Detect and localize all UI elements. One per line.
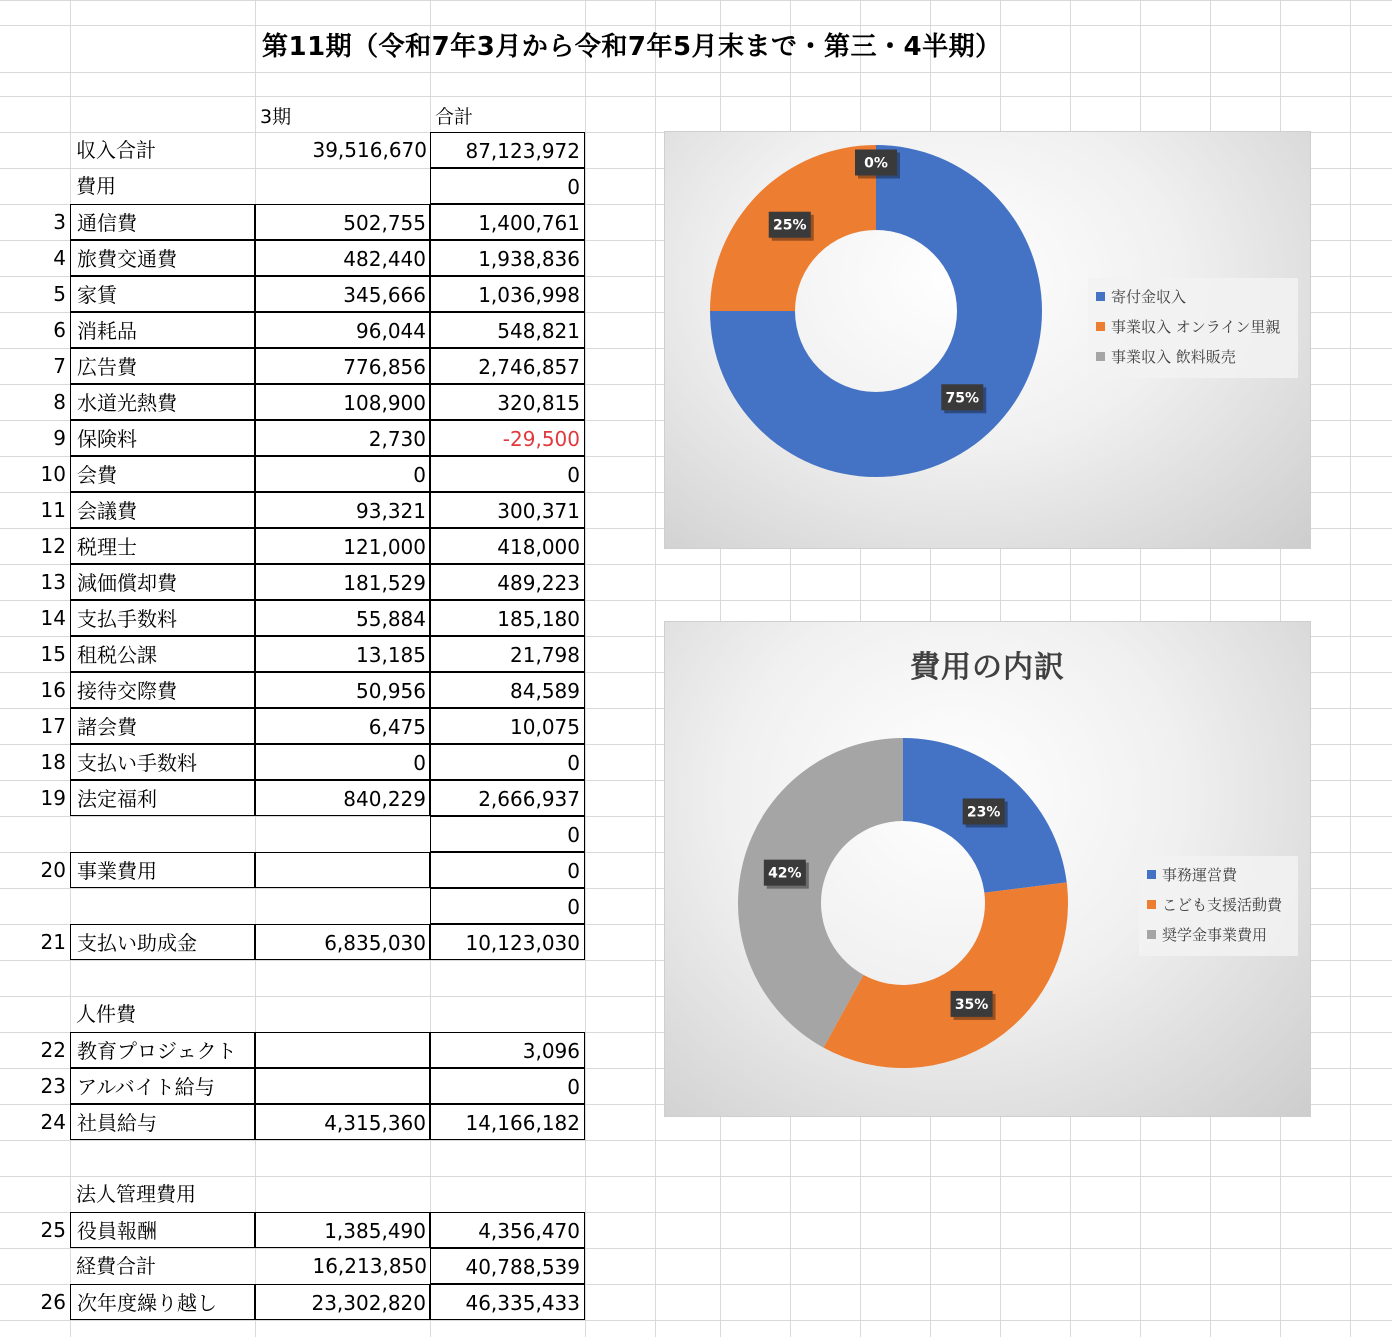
table-row	[0, 1104, 600, 1140]
period-value-cell[interactable]: 50,956	[255, 672, 430, 708]
expense-donut-chart[interactable]	[665, 622, 1310, 1116]
total-value-cell[interactable]: 0	[430, 816, 585, 852]
row-label[interactable]	[70, 960, 255, 996]
total-value-cell[interactable]: 320,815	[430, 384, 585, 420]
table-row	[0, 672, 600, 708]
svg-text:23%: 23%	[966, 804, 1001, 821]
table-row	[0, 816, 600, 852]
total-value-cell[interactable]: 185,180	[430, 600, 585, 636]
table-row	[0, 312, 600, 348]
table-row	[0, 348, 600, 384]
legend-item[interactable]	[1096, 282, 1290, 312]
legend-item[interactable]	[1147, 860, 1290, 890]
total-value-cell[interactable]: 40,788,539	[430, 1248, 585, 1284]
data-label	[769, 212, 814, 241]
row-label[interactable]: 税理士	[70, 528, 255, 564]
data-label	[963, 798, 1008, 827]
row-number[interactable]: 6	[53, 318, 66, 342]
row-number[interactable]: 5	[53, 282, 66, 306]
table-row	[0, 1248, 600, 1284]
row-number[interactable]	[0, 1248, 66, 1284]
table-row	[0, 852, 600, 888]
table-row	[0, 1284, 600, 1320]
legend-item[interactable]	[1096, 312, 1290, 342]
legend-item[interactable]	[1147, 920, 1290, 950]
row-number[interactable]	[0, 132, 66, 168]
period-value-cell[interactable]: 121,000	[255, 528, 430, 564]
period-value-cell[interactable]	[255, 852, 430, 888]
sheet-title: 第11期（令和7年3月から令和7年5月末まで・第三・4半期）	[262, 32, 1002, 62]
table-row	[0, 924, 600, 960]
period-value-cell[interactable]: 0	[255, 456, 430, 492]
row-label[interactable]: 法定福利	[70, 780, 255, 816]
total-value-cell[interactable]	[430, 996, 585, 1032]
period-value-cell[interactable]: 482,440	[255, 240, 430, 276]
total-value-cell[interactable]: 3,096	[430, 1032, 585, 1068]
row-label[interactable]: 広告費	[70, 348, 255, 384]
column-header-total: 合計	[435, 106, 474, 128]
table-row	[0, 636, 600, 672]
total-value-cell[interactable]: 2,666,937	[430, 780, 585, 816]
period-value-cell[interactable]: 2,730	[255, 420, 430, 456]
row-label[interactable]: 会議費	[70, 492, 255, 528]
row-label[interactable]	[70, 816, 255, 852]
total-value-cell[interactable]: 0	[430, 1068, 585, 1104]
period-value-cell[interactable]	[255, 1032, 430, 1068]
data-label	[764, 860, 809, 889]
chart-title: 費用の内訳	[910, 650, 1065, 685]
row-label[interactable]: アルバイト給与	[70, 1068, 255, 1104]
row-label[interactable]: 事業費用	[70, 852, 255, 888]
income-donut-chart[interactable]	[665, 132, 1310, 548]
row-label[interactable]: 次年度繰り越し	[70, 1284, 255, 1320]
row-label[interactable]: 支払手数料	[70, 600, 255, 636]
table-row	[0, 1032, 600, 1068]
row-number[interactable]: 14	[40, 606, 66, 630]
table-row	[0, 708, 600, 744]
row-number[interactable]: 8	[53, 390, 66, 414]
table-row	[0, 384, 600, 420]
row-label[interactable]: 通信費	[70, 204, 255, 240]
period-value-cell[interactable]	[255, 816, 430, 852]
legend-label: こども支援活動費	[1162, 896, 1283, 914]
total-value-cell[interactable]	[430, 1140, 585, 1176]
period-value-cell[interactable]: 4,315,360	[255, 1104, 430, 1140]
row-label[interactable]: 費用	[76, 174, 116, 198]
row-label[interactable]: 役員報酬	[70, 1212, 255, 1248]
total-value-cell[interactable]: 489,223	[430, 564, 585, 600]
row-label[interactable]	[70, 888, 255, 924]
svg-text:25%: 25%	[772, 217, 807, 234]
row-label[interactable]: 会費	[70, 456, 255, 492]
table-row	[0, 420, 600, 456]
table-row	[0, 168, 600, 204]
period-value-cell[interactable]: 23,302,820	[255, 1284, 430, 1320]
row-number[interactable]: 15	[40, 642, 66, 666]
legend-swatch-icon	[1096, 322, 1105, 331]
legend-label: 事務運営費	[1162, 866, 1238, 884]
total-value-cell[interactable]: 1,938,836	[430, 240, 585, 276]
period-value-cell[interactable]	[255, 1176, 430, 1212]
period-value-cell[interactable]: 345,666	[255, 276, 430, 312]
period-value-cell[interactable]: 0	[255, 744, 430, 780]
row-number[interactable]	[0, 996, 66, 1032]
period-value-cell[interactable]	[255, 1068, 430, 1104]
row-number[interactable]: 7	[53, 354, 66, 378]
row-number[interactable]: 22	[40, 1038, 66, 1062]
period-value-cell[interactable]: 39,516,670	[312, 138, 427, 162]
data-label	[941, 384, 986, 413]
row-number[interactable]	[0, 1140, 66, 1176]
total-value-cell[interactable]: 1,036,998	[430, 276, 585, 312]
period-value-cell[interactable]: 55,884	[255, 600, 430, 636]
row-label[interactable]: 保険料	[70, 420, 255, 456]
row-label[interactable]: 社員給与	[70, 1104, 255, 1140]
row-number[interactable]	[0, 816, 66, 852]
row-number[interactable]: 13	[40, 570, 66, 594]
total-value-cell[interactable]: 1,400,761	[430, 204, 585, 240]
chart-legend	[1139, 856, 1298, 956]
table-row	[0, 1176, 600, 1212]
row-number[interactable]: 4	[53, 246, 66, 270]
total-value-cell[interactable]: 10,075	[430, 708, 585, 744]
row-number[interactable]: 24	[40, 1110, 66, 1134]
legend-swatch-icon	[1147, 930, 1156, 939]
row-label[interactable]: 家賃	[70, 276, 255, 312]
row-label[interactable]: 水道光熱費	[70, 384, 255, 420]
legend-label: 事業収入 飲料販売	[1111, 348, 1236, 366]
row-number[interactable]: 19	[40, 786, 66, 810]
total-value-cell[interactable]: 418,000	[430, 528, 585, 564]
row-number[interactable]: 23	[40, 1074, 66, 1098]
data-label	[951, 991, 996, 1020]
row-label[interactable]: 人件費	[76, 1002, 136, 1026]
svg-text:0%: 0%	[864, 155, 888, 172]
table-row	[0, 240, 600, 276]
period-value-cell[interactable]	[255, 996, 430, 1032]
row-number[interactable]	[0, 1176, 66, 1212]
period-value-cell[interactable]: 6,475	[255, 708, 430, 744]
period-value-cell[interactable]: 16,213,850	[312, 1254, 427, 1278]
row-number[interactable]: 10	[40, 462, 66, 486]
table-row	[0, 132, 600, 168]
legend-item[interactable]	[1096, 342, 1290, 372]
table-row	[0, 1068, 600, 1104]
period-value-cell[interactable]: 96,044	[255, 312, 430, 348]
legend-label: 寄付金収入	[1111, 288, 1187, 306]
row-label[interactable]: 旅費交通費	[70, 240, 255, 276]
table-row	[0, 276, 600, 312]
row-label[interactable]: 経費合計	[76, 1254, 156, 1278]
row-label[interactable]: 接待交際費	[70, 672, 255, 708]
table-row	[0, 528, 600, 564]
total-value-cell[interactable]: -29,500	[430, 420, 585, 456]
total-value-cell[interactable]: 0	[430, 168, 585, 204]
total-value-cell[interactable]	[430, 1176, 585, 1212]
row-number[interactable]: 21	[40, 930, 66, 954]
row-label[interactable]: 支払い手数料	[70, 744, 255, 780]
period-value-cell[interactable]	[255, 888, 430, 924]
data-label	[855, 150, 900, 179]
table-row	[0, 492, 600, 528]
row-number[interactable]: 20	[40, 858, 66, 882]
row-number[interactable]: 18	[40, 750, 66, 774]
table-row	[0, 564, 600, 600]
period-value-cell[interactable]: 93,321	[255, 492, 430, 528]
table-row	[0, 780, 600, 816]
total-value-cell[interactable]: 0	[430, 852, 585, 888]
row-number[interactable]: 9	[53, 426, 66, 450]
row-label[interactable]: 諸会費	[70, 708, 255, 744]
total-value-cell[interactable]	[430, 960, 585, 996]
total-value-cell[interactable]: 2,746,857	[430, 348, 585, 384]
table-row	[0, 960, 600, 996]
period-value-cell[interactable]	[255, 168, 430, 204]
row-label[interactable]: 教育プロジェクト	[70, 1032, 255, 1068]
period-value-cell[interactable]	[255, 960, 430, 996]
row-number[interactable]: 11	[40, 498, 66, 522]
total-value-cell[interactable]: 46,335,433	[430, 1284, 585, 1320]
legend-item[interactable]	[1147, 890, 1290, 920]
total-value-cell[interactable]: 0	[430, 456, 585, 492]
total-value-cell[interactable]: 548,821	[430, 312, 585, 348]
row-number[interactable]	[0, 960, 66, 996]
total-value-cell[interactable]: 21,798	[430, 636, 585, 672]
row-label[interactable]: 消耗品	[70, 312, 255, 348]
row-label[interactable]: 支払い助成金	[70, 924, 255, 960]
total-value-cell[interactable]: 84,589	[430, 672, 585, 708]
row-number[interactable]: 12	[40, 534, 66, 558]
total-value-cell[interactable]: 0	[430, 888, 585, 924]
period-value-cell[interactable]: 776,856	[255, 348, 430, 384]
total-value-cell[interactable]: 4,356,470	[430, 1212, 585, 1248]
svg-text:75%: 75%	[945, 390, 980, 407]
row-number[interactable]: 25	[40, 1218, 66, 1242]
row-label[interactable]: 減価償却費	[70, 564, 255, 600]
chart-legend	[1088, 278, 1298, 378]
legend-swatch-icon	[1096, 352, 1105, 361]
total-value-cell[interactable]: 14,166,182	[430, 1104, 585, 1140]
row-number[interactable]: 3	[53, 210, 66, 234]
table-row	[0, 204, 600, 240]
total-value-cell[interactable]: 10,123,030	[430, 924, 585, 960]
row-number[interactable]: 16	[40, 678, 66, 702]
table-row	[0, 996, 600, 1032]
period-value-cell[interactable]: 502,755	[255, 204, 430, 240]
svg-text:35%: 35%	[954, 996, 989, 1013]
table-row	[0, 1140, 600, 1176]
row-number[interactable]: 17	[40, 714, 66, 738]
legend-swatch-icon	[1096, 292, 1105, 301]
period-value-cell[interactable]: 108,900	[255, 384, 430, 420]
period-value-cell[interactable]: 1,385,490	[255, 1212, 430, 1248]
row-number[interactable]: 26	[40, 1290, 66, 1314]
table-row	[0, 456, 600, 492]
row-label[interactable]: 法人管理費用	[76, 1182, 196, 1206]
total-value-cell[interactable]: 87,123,972	[430, 132, 585, 168]
legend-label: 奨学金事業費用	[1162, 926, 1268, 944]
table-row	[0, 888, 600, 924]
column-header-period: 3期	[260, 106, 292, 128]
period-value-cell[interactable]: 181,529	[255, 564, 430, 600]
table-row	[0, 600, 600, 636]
legend-swatch-icon	[1147, 900, 1156, 909]
row-number[interactable]	[0, 888, 66, 924]
total-value-cell[interactable]: 0	[430, 744, 585, 780]
period-value-cell[interactable]: 840,229	[255, 780, 430, 816]
period-value-cell[interactable]: 13,185	[255, 636, 430, 672]
row-label[interactable]: 収入合計	[76, 138, 156, 162]
legend-swatch-icon	[1147, 870, 1156, 879]
row-number[interactable]	[0, 168, 66, 204]
table-row	[0, 1212, 600, 1248]
total-value-cell[interactable]: 300,371	[430, 492, 585, 528]
period-value-cell[interactable]: 6,835,030	[255, 924, 430, 960]
row-label[interactable]: 租税公課	[70, 636, 255, 672]
svg-text:42%: 42%	[768, 865, 802, 882]
row-label[interactable]	[70, 1140, 255, 1176]
legend-label: 事業収入 オンライン里親	[1111, 318, 1281, 336]
period-value-cell[interactable]	[255, 1140, 430, 1176]
table-row	[0, 744, 600, 780]
